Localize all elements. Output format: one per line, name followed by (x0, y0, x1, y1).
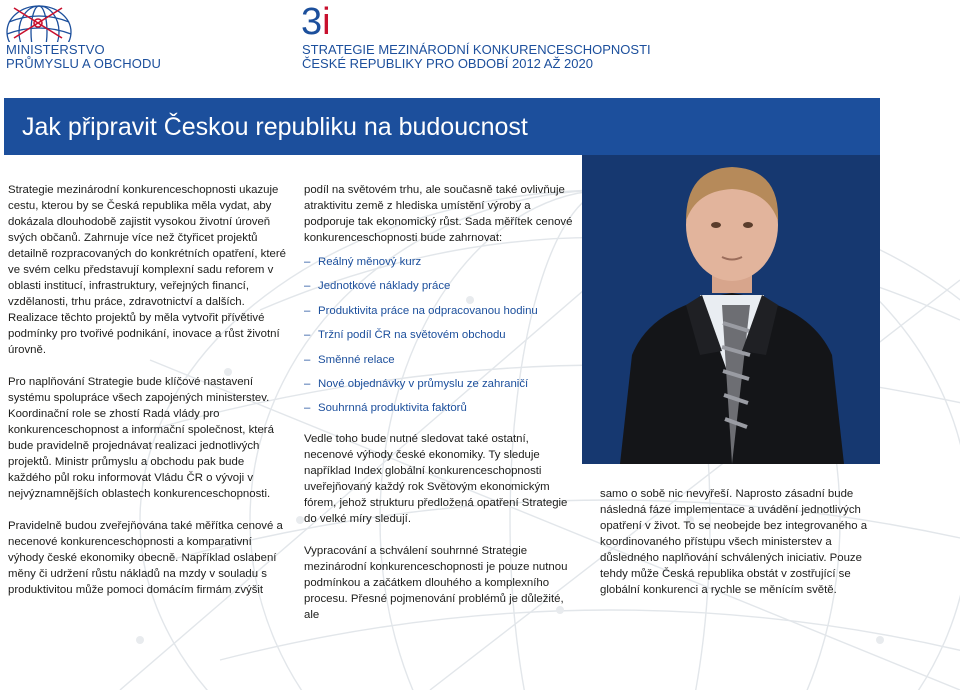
paragraph: podíl na světovém trhu, ale současně také ovlivňuje atraktivitu země z hlediska umístění výroby a podporuje tak ekonomický růst. Sada měřítek cenové konkurenceschopnosti bude zahrnovat: (304, 184, 573, 244)
ministry-name-line: MINISTERSTVO (6, 42, 105, 57)
paragraph: samo o sobě nic nevyřeší. Naprosto zásadní bude následná fáze implementace a uvádění jednotlivých opatření v život. To se neobejde bez integrovaného a koordinovaného přístupu všech ministerstev a důsledného naplňování schválených iniciativ. Pouze tehdy může Česká republika obstát v zostřující se globální konkurenci a rychle se měnícím světě. (600, 488, 868, 596)
strategy-3i-logo (301, 2, 331, 42)
logo-3i-letter: i (322, 1, 331, 43)
page-title: Jak připravit Českou republiku na budoucnost (22, 113, 528, 141)
list-item: – Produktivita práce na odpracovanou hodinu (304, 299, 580, 323)
text-column-2 (304, 182, 580, 639)
paragraph: Pro naplňování Strategie bude klíčové nastavení systému spolupráce všech zapojených ministerstev. Koordinační role se zhostí Rada vlády pro konkurenceschopnost a informační společnost, která bude pravidelně projednávat realizaci jednotlivých projektů. Ministr průmyslu a obchodu pak bude každého půl roku informovat Vládu ČR o vývoji v nejvýznamnějších oblastech konkurenceschopnosti. (8, 376, 274, 500)
list-item: – Nové objednávky v průmyslu ze zahraničí (304, 372, 580, 396)
ministry-name (6, 43, 161, 71)
ministry-logo-icon (4, 2, 74, 42)
list-item: – Souhrnná produktivita faktorů (304, 396, 580, 420)
text-column-1 (8, 182, 286, 614)
list-item: – Směnné relace (304, 348, 580, 372)
strategy-title-line: STRATEGIE MEZINÁRODNÍ KONKURENCESCHOPNOSTI (302, 42, 651, 57)
paragraph: Vypracování a schválení souhrnné Strategie mezinárodní konkurenceschopnosti je pouze nutnou podmínkou a začátkem dlouhého a komplexního procesu. Přesné pojmenování problémů je důležité, ale (304, 544, 568, 621)
title-banner (4, 98, 880, 155)
strategy-title-line: ČESKÉ REPUBLIKY PRO OBDOBÍ 2012 AŽ 2020 (302, 56, 593, 71)
text-column-3 (600, 486, 882, 614)
list-item: – Jednotkové náklady práce (304, 274, 580, 298)
list-item: – Tržní podíl ČR na světovém obchodu (304, 323, 580, 347)
ministry-name-line: PRŮMYSLU A OBCHODU (6, 56, 161, 71)
list-item: – Reálný měnový kurz (304, 250, 580, 274)
paragraph: Vedle toho bude nutné sledovat také ostatní, necenové výhody české ekonomiky. Ty sleduje například Index globální konkurenceschopnosti uveřejňovaný každý rok Světovým ekonomickým fórem, jehož strukturu předložená opatření Strategie do velké míry sledují. (304, 432, 568, 525)
paragraph: Pravidelně budou zveřejňována také měřítka cenové a necenové konkurenceschopnosti a komparativní výhody české ekonomiky obecně. Například oslabení měny či udržení růstu nákladů na mzdy v souladu s produktivitou může pomoci domácím firmám zvýšit (8, 520, 283, 596)
paragraph: Strategie mezinárodní konkurenceschopnosti ukazuje cestu, kterou by se Česká republika měla vydat, aby dokázala dlouhodobě zajistit vysokou životní úroveň svých občanů. Zahrnuje více než čtyřicet projektů detailně rozpracovaných do konkrétních opatření, které ve svém celku představují komplexní sadu reforem v oblasti institucí, infrastruktury, veřejných financí, vzdělanosti, trhu práce, zdravotnictví a dalších. Realizace těchto projektů by měla vytvořit přívětivé podmínky pro tvořivé podnikání, inovace a růst životní úrovně. (8, 184, 286, 356)
price-competitiveness-list (304, 250, 580, 421)
logo-3i-number: 3 (301, 1, 323, 43)
minister-portrait (582, 155, 880, 464)
strategy-title (302, 43, 651, 71)
